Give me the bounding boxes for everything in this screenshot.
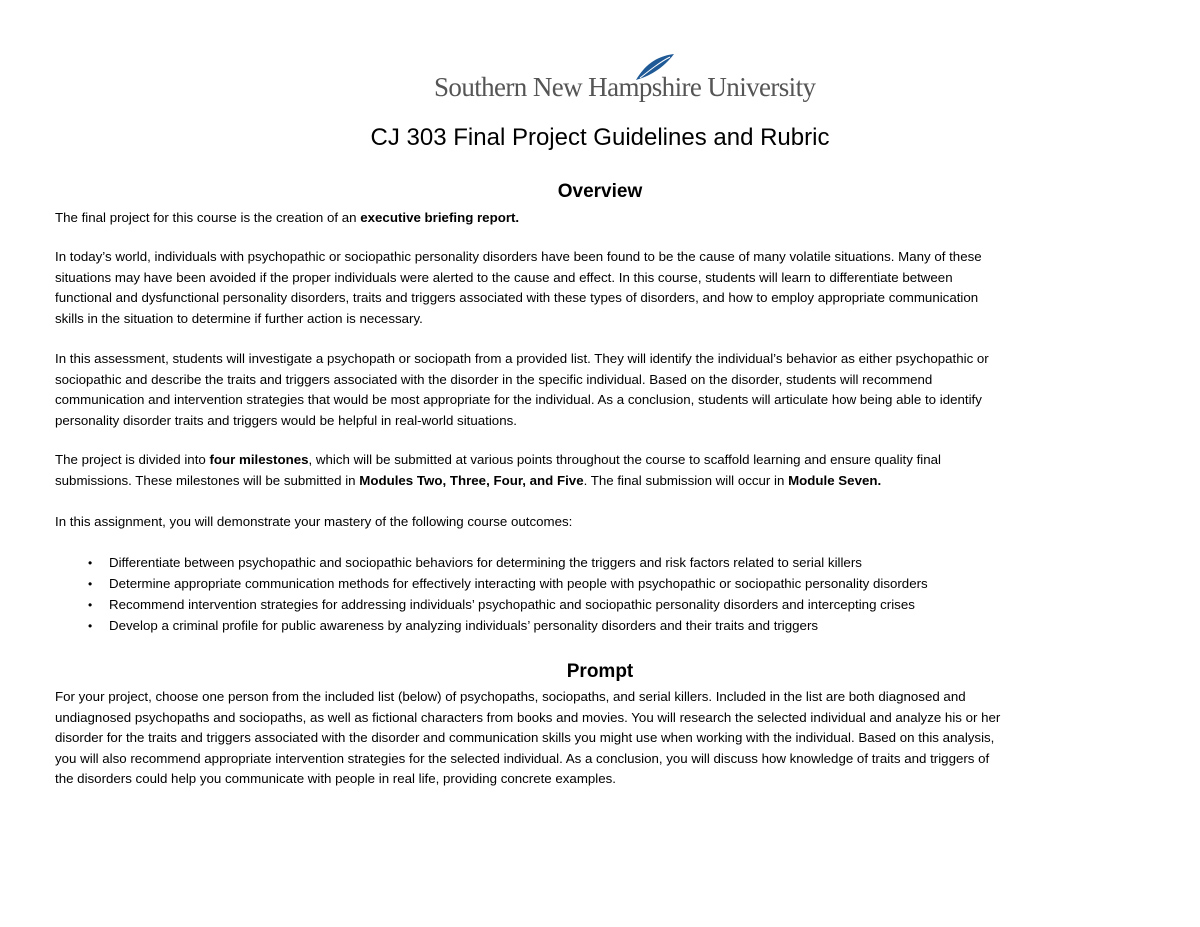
overview-paragraph [55, 512, 572, 533]
text-line: the disorders could help you communicate with people in real life, providing concrete examples. [55, 771, 616, 787]
text: sociopathic and describe the traits and triggers associated with the disorder in the specific individual. Based on the disorder, students will recommend [55, 371, 933, 387]
outcome-item [88, 595, 928, 616]
text-line [55, 471, 941, 492]
overview-heading: Overview [557, 181, 643, 202]
text-line [55, 247, 982, 268]
text: functional and dysfunctional personality disorders, traits and triggers associated with these types of disorders, and how to employ appropriate communication [55, 290, 979, 306]
text-line [55, 309, 982, 330]
bullet-icon: • [88, 618, 93, 633]
bold-text: Modules Two, Three, Four, and Five [359, 472, 584, 488]
text-line: For your project, choose one person from the included list (below) of psychopaths, sociopaths, and serial killers. Included in the list are both diagnosed and [55, 689, 966, 704]
prompt-heading: Prompt [566, 661, 634, 682]
bullet-icon: • [88, 597, 93, 612]
outcome-text: Differentiate between psychopathic and sociopathic behaviors for determining the triggers and risk factors related to serial killers [109, 555, 862, 570]
outcome-text: Develop a criminal profile for public awareness by analyzing individuals’ personality disorders and their traits and triggers [109, 617, 819, 633]
bullet-icon: • [88, 556, 93, 570]
bullet-icon: • [88, 576, 93, 591]
text-line [55, 370, 989, 391]
text-line [55, 268, 982, 289]
text: In today’s world, individuals with psychopathic or sociopathic personality disorders have been found to be the cause of many volatile situations. Many of these [55, 249, 982, 264]
text: The project is divided into [55, 452, 210, 467]
text: . The final submission will occur in [583, 472, 789, 488]
outcome-item [88, 574, 928, 595]
text-line [55, 450, 941, 471]
bold-text: four milestones [209, 452, 309, 467]
logo-text: Southern New Hampshire University [434, 72, 816, 102]
text-line: disorder for the traits and triggers associated with the disorder and communication skills you might use when working with the individual. Based on this analysis, [55, 730, 995, 746]
outcome-item [88, 553, 928, 574]
university-logo [434, 52, 816, 108]
text: personality disorder traits and triggers would be helpful in real-world situations. [55, 412, 517, 428]
text-line [55, 512, 572, 533]
text: skills in the situation to determine if further action is necessary. [55, 310, 423, 326]
bold-text: executive briefing report. [360, 210, 520, 225]
course-outcomes-list [88, 553, 928, 637]
text: In this assignment, you will demonstrate your mastery of the following course outcomes: [55, 514, 573, 529]
text: In this assessment, students will investigate a psychopath or sociopath from a provided list. They will identify the individual’s behavior as either psychopathic or [55, 351, 989, 366]
text: The final project for this course is the creation of an [55, 210, 361, 225]
prompt-paragraph [55, 687, 1000, 790]
text-line [55, 288, 982, 309]
outcome-text: Recommend intervention strategies for addressing individuals’ psychopathic and sociopathic personality disorders and intercepting crises [109, 596, 915, 612]
text-line [55, 208, 519, 229]
text-line [55, 411, 989, 432]
text: , which will be submitted at various points throughout the course to scaffold learning and ensure quality final [308, 452, 941, 467]
text: submissions. These milestones will be submitted in [55, 472, 360, 488]
bold-text: Module Seven. [788, 472, 882, 488]
page-title: CJ 303 Final Project Guidelines and Rubric [370, 124, 830, 151]
outcome-item [88, 616, 928, 637]
outcome-text: Determine appropriate communication methods for effectively interacting with people with psychopathic or sociopathic personality disorders [109, 575, 928, 591]
text-line [55, 390, 989, 411]
overview-paragraph [55, 349, 989, 431]
overview-paragraph [55, 450, 941, 491]
text: communication and intervention strategies that would be most appropriate for the individual. As a conclusion, students will articulate how being able to identify [55, 392, 982, 408]
text-line: you will also recommend appropriate intervention strategies for the selected individual. As a conclusion, you will discuss how knowledge of traits and triggers of [55, 750, 990, 766]
text-line: undiagnosed psychopaths and sociopaths, as well as fictional characters from books and movies. You will research the selected individual and analyze his or her [55, 709, 1001, 725]
text: situations may have been avoided if the proper individuals were alerted to the cause and effect. In this course, students will learn to differentiate between [55, 269, 953, 285]
overview-paragraph [55, 247, 982, 329]
text-line [55, 349, 989, 370]
overview-paragraph [55, 208, 519, 229]
